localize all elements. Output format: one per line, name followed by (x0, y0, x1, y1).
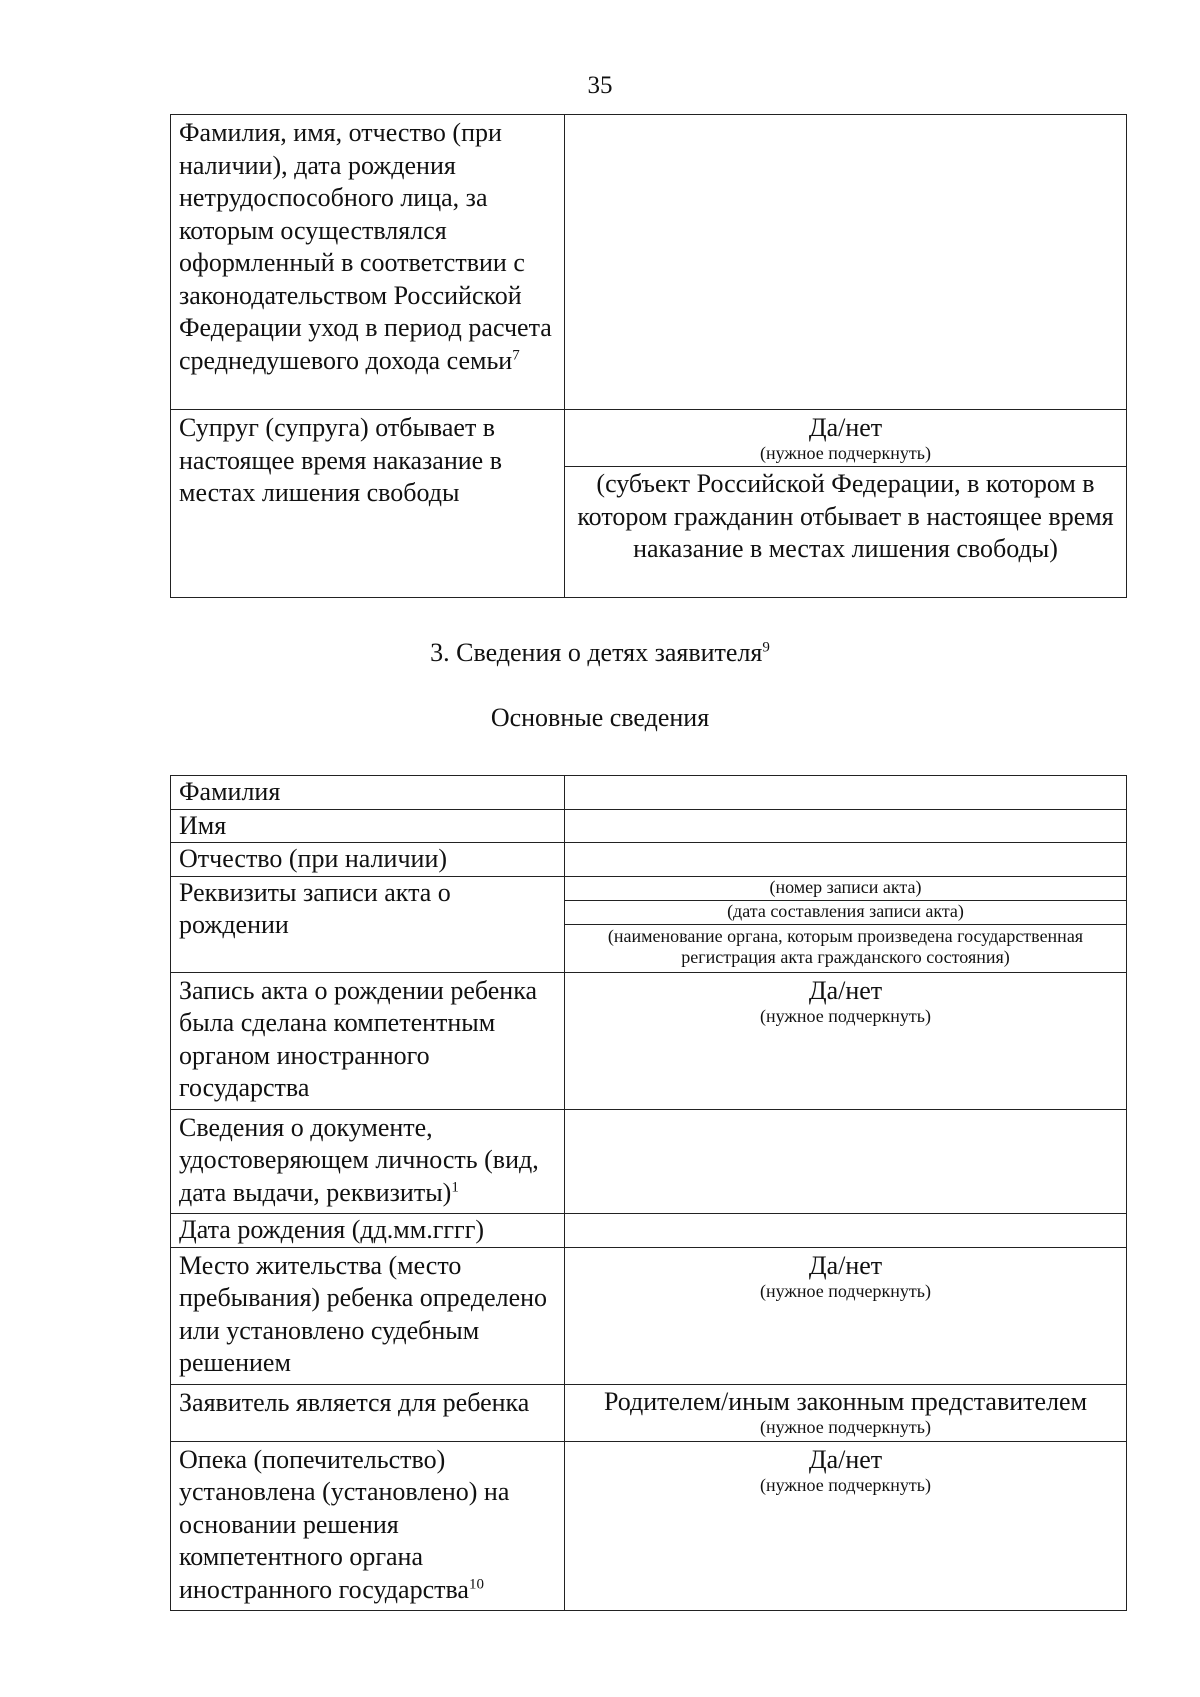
id-document-label (171, 1109, 565, 1214)
table-row (171, 809, 1127, 843)
yes-no-choice[interactable]: Да/нет (808, 975, 883, 1005)
table-row (171, 410, 1127, 598)
children-info-table (170, 775, 1127, 1611)
section-title-text: 3. Сведения о детях заявителя (430, 638, 763, 667)
yes-no-choice[interactable]: Да/нет (808, 1444, 883, 1474)
residence-value-cell (565, 1247, 1127, 1384)
section-title (0, 638, 1200, 668)
footnote-marker: 9 (762, 639, 770, 656)
dependent-person-value-cell[interactable] (565, 115, 1127, 410)
dependent-person-text: Фамилия, имя, отчество (при наличии), дата рождения нетрудоспособного лица, за которым осуществлялся оформленный в соответствии с законодательством Российской Федерации уход в период расчета среднедушевого дохода семьи (179, 118, 552, 375)
name-label: Имя (171, 809, 565, 843)
table-row (171, 776, 1127, 810)
record-authority-field[interactable]: (наименование органа, которым произведена государственная регистрация акта гражданского состояния) (565, 924, 1126, 969)
spouse-info-table (170, 114, 1127, 598)
id-document-text: Сведения о документе, удостоверяющем личность (вид, дата выдачи, реквизиты) (179, 1112, 539, 1207)
foreign-record-label: Запись акта о рождении ребенка была сделана компетентным органом иностранного государства (171, 972, 565, 1109)
table-row (171, 1441, 1127, 1611)
name-field[interactable] (565, 809, 1127, 843)
footnote-marker: 7 (512, 346, 520, 363)
spouse-imprisoned-inner (565, 410, 1126, 568)
surname-label: Фамилия (171, 776, 565, 810)
table-row (171, 972, 1127, 1109)
table-row (171, 1214, 1127, 1248)
underline-hint: (нужное подчеркнуть) (760, 1280, 931, 1301)
id-document-field[interactable] (565, 1109, 1127, 1214)
section-subtitle: Основные сведения (490, 703, 710, 732)
footnote-marker: 10 (468, 1575, 484, 1592)
residence-label: Место жительства (место пребывания) ребенка определено или установлено судебным решением (171, 1247, 565, 1384)
birth-record-inner (565, 877, 1126, 969)
applicant-relation-label: Заявитель является для ребенка (171, 1384, 565, 1441)
table-row (171, 843, 1127, 877)
guardianship-text: Опека (попечительство) установлена (установлено) на основании решения компетентного органа иностранного государства (179, 1444, 510, 1604)
subject-region-field[interactable]: (субъект Российской Федерации, в котором в котором гражданин отбывает в настоящее время наказание в местах лишения свободы) (565, 467, 1126, 568)
spouse-imprisoned-label: Супруг (супруга) отбывает в настоящее время наказание в местах лишения свободы (171, 410, 565, 598)
birth-record-label: Реквизиты записи акта о рождении (171, 876, 565, 972)
birth-record-value-cell (565, 876, 1127, 972)
underline-hint: (нужное подчеркнуть) (760, 1005, 931, 1026)
table-row (171, 1384, 1127, 1441)
applicant-relation-value-cell (565, 1384, 1127, 1441)
record-number-field[interactable]: (номер записи акта) (769, 876, 922, 897)
patronymic-field[interactable] (565, 843, 1127, 877)
underline-hint: (нужное подчеркнуть) (760, 1474, 931, 1495)
underline-hint: (нужное подчеркнуть) (760, 1416, 931, 1437)
footnote-marker: 1 (451, 1178, 459, 1195)
record-date-field[interactable]: (дата составления записи акта) (565, 900, 1126, 924)
table-row (171, 115, 1127, 410)
guardianship-value-cell (565, 1441, 1127, 1611)
patronymic-label: Отчество (при наличии) (171, 843, 565, 877)
table-row (171, 876, 1127, 972)
relation-choice[interactable]: Родителем/иным законным представителем (603, 1386, 1088, 1416)
table-row (171, 1247, 1127, 1384)
guardianship-label (171, 1441, 565, 1611)
birth-date-field[interactable] (565, 1214, 1127, 1248)
yes-no-choice[interactable]: Да/нет (808, 1250, 883, 1280)
spouse-imprisoned-value-cell (565, 410, 1127, 598)
yes-no-choice[interactable]: Да/нет (808, 413, 883, 442)
underline-hint: (нужное подчеркнуть) (760, 443, 931, 463)
dependent-person-label (171, 115, 565, 410)
table-row (171, 1109, 1127, 1214)
foreign-record-value-cell (565, 972, 1127, 1109)
surname-field[interactable] (565, 776, 1127, 810)
birth-date-label: Дата рождения (дд.мм.гггг) (171, 1214, 565, 1248)
page-number: 35 (587, 72, 613, 99)
